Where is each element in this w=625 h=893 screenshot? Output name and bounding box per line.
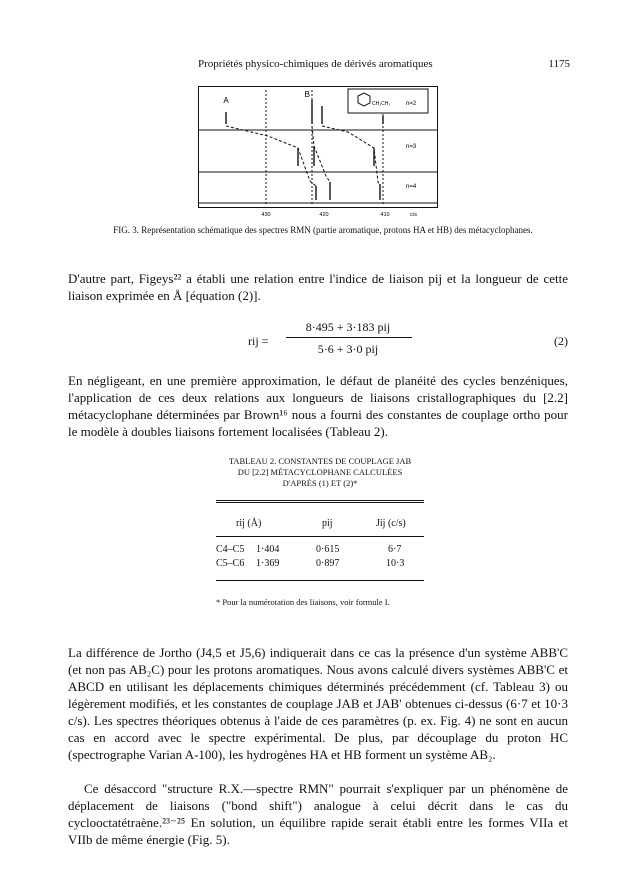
table-row-2-r: 1·369 xyxy=(256,558,280,569)
fraction-bar xyxy=(286,337,412,338)
nmr-diagram xyxy=(198,86,438,218)
paragraph-1: D'autre part, Figeys²² a établi une relation entre l'indice de liaison pij et la longueur de cette liaison exprimée en Å [équation (2)]. xyxy=(68,271,568,303)
table-row-1-bond: C4–C5 xyxy=(216,544,245,555)
coupling-table xyxy=(216,500,424,592)
page-number: 1175 xyxy=(548,58,570,70)
paragraph-2: En négligeant, en une première approximation, le défaut de planéité des cycles benzéniques, l'application de ces deux relations aux longueurs de liaisons cristallographiques du [2.2] métacyclophane déterminées par Brown¹⁶ nous a fourni des constantes de couplage ortho pour le modèle à doubles liaisons fortement localisées (Tableau 2). xyxy=(68,373,568,439)
table-title xyxy=(200,456,440,489)
label-a: A xyxy=(223,96,229,105)
equation-lhs: rij = xyxy=(248,334,269,348)
row-label-2: n=3 xyxy=(406,144,417,150)
table-header-j: Jij (c/s) xyxy=(376,518,406,529)
axis-tick-420: 420 xyxy=(319,212,329,218)
table-row-1-p: 0·615 xyxy=(316,544,340,555)
table-title-line-2: DU [2.2] MÉTACYCLOPHANE CALCULÉES xyxy=(237,467,403,477)
paragraph-3: La différence de Jortho (J4,5 et J5,6) indiquerait dans ce cas la présence d'un système ABB'C (et non pas AB₂C) pour les protons aromatiques. Nous avons calculé divers systèmes ABB'C et ABCD en utilisant les déplacements chimiques déterminés précédemment (cf. Tableau 3) ou légèrement modifiés, et les constantes de couplage JAB et JAB' obtenues ci-dessus (6·7 et 10·3 c/s). Les spectres théoriques obtenus à l'aide de ces paramètres (p. ex. Fig. 4) ne sont en aucun cas en accord avec le spectre expérimental. De plus, par découplage du proton HC (spectrographe Varian A-100), les hydrogènes HA et HB forment un système AB₂. xyxy=(68,645,568,762)
table-row-1-r: 1·404 xyxy=(256,544,280,555)
paragraph-4: Ce désaccord "structure R.X.—spectre RMN" pourrait s'expliquer par un phénomène de déplacement de liaisons ("bond shift") analogue à celui décrit dans le cas du cyclooctatétraène.²³⁻²⁵ En solution, un équilibre rapide serait établi entre les formes VIIa et VIIb de même énergie (Fig. 5). xyxy=(68,781,568,847)
table-header-p: pij xyxy=(322,518,333,529)
table-title-line-3: D'APRÈS (1) ET (2)* xyxy=(282,478,358,488)
label-b: B xyxy=(304,90,310,99)
table-row-2-p: 0·897 xyxy=(316,558,340,569)
equation-numerator: 8·495 + 3·183 pij xyxy=(305,320,391,334)
correlation-c xyxy=(322,126,380,186)
table-rule-top xyxy=(216,500,424,501)
row-label-1: n=2 xyxy=(406,101,417,107)
table-rule-mid xyxy=(216,536,424,537)
table-row-1-j: 6·7 xyxy=(388,544,402,555)
correlation-a xyxy=(226,126,316,186)
nmr-figure xyxy=(198,86,438,218)
table-row-2-j: 10·3 xyxy=(386,558,405,569)
structure-label: CH₂CH₂ xyxy=(372,101,391,107)
correlation-b xyxy=(312,126,330,182)
axis-tick-410: 410 xyxy=(380,212,390,218)
table-title-line-1: TABLEAU 2. CONSTANTES DE COUPLAGE JAB xyxy=(228,456,412,466)
table-header-r: rij (Å) xyxy=(236,518,262,529)
equation-denominator: 5·6 + 3·0 pij xyxy=(317,342,379,356)
equation-number: (2) xyxy=(554,334,568,348)
table-rule-top-2 xyxy=(216,502,424,503)
axis-tick-430: 430 xyxy=(261,212,271,218)
equation-2 xyxy=(68,318,568,366)
table-row-2-bond: C5–C6 xyxy=(216,558,245,569)
table-rule-bottom xyxy=(216,580,424,581)
table-footnote: * Pour la numérotation des liaisons, voir formule I. xyxy=(216,597,390,607)
running-title: Propriétés physico-chimiques de dérivés aromatiques xyxy=(198,58,433,70)
axis-unit: c/s xyxy=(410,212,418,218)
figure-caption: FIG. 3. Représentation schématique des spectres RMN (partie aromatique, protons HA et HB) des métacyclophanes. xyxy=(113,225,533,235)
row-label-3: n=4 xyxy=(406,184,417,190)
